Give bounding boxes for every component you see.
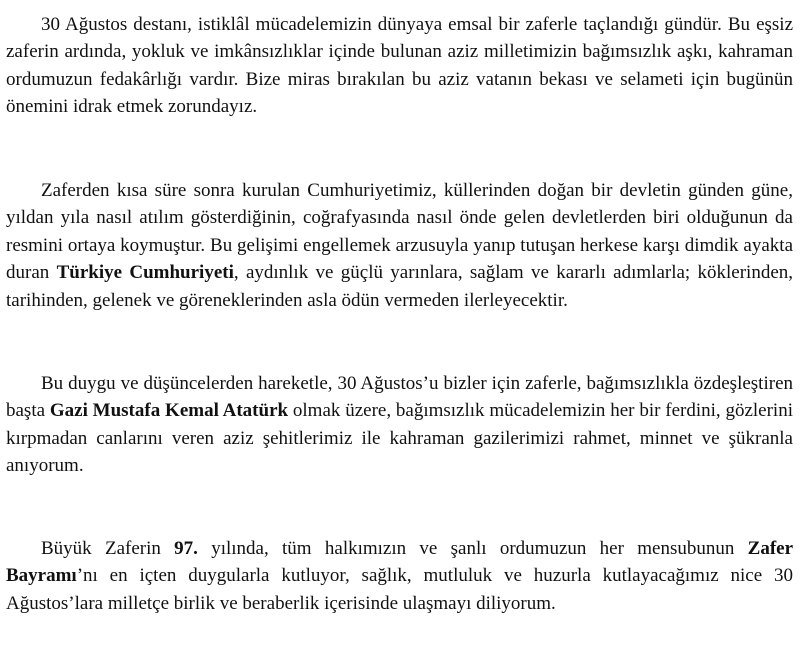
p4-text-c: ’nı en içten duygularla kutluyor, sağlık, mutluluk ve huzurla kutlayacağımız nice 30 Ağustos’lara milletçe birlik ve beraberlik içerisinde ulaşmayı diliyorum. (6, 565, 793, 614)
p1-text: 30 Ağustos destanı, istiklâl mücadelemizin dünyaya emsal bir zaferle taçlandığı gündür. Bu eşsiz zaferin ardında, yokluk ve imkânsızlıklar içinde bulunan aziz milletimizin bağımsızlık aşkı, kahraman ordumuzun fedakârlığı vardır. Bize miras bırakılan bu aziz vatanın bekası ve selameti için bugünün önemini idrak etmek zorundayız. (6, 14, 793, 118)
p4-bold-zafer-bayrami: Zafer Bayramı (6, 538, 794, 587)
p4-text-b: yılında, tüm halkımızın ve şanlı ordumuzun her mensubunun (197, 538, 748, 559)
p2-bold-turkiye-cumhuriyeti: Türkiye Cumhuriyeti (56, 262, 234, 284)
p3-text-b: olmak üzere, bağımsızlık mücadelemizin her bir ferdini, gözlerini kırpmadan canlarını veren aziz şehitlerimiz ile kahraman gazilerimizi rahmet, minnet ve şükranla anıyorum. (6, 400, 793, 477)
p3-text-a: Bu duygu ve düşüncelerden hareketle, 30 Ağustos’u bizler için zaferle, bağımsızlıkla özdeşleştiren başta (6, 373, 793, 422)
paragraph-1 (6, 11, 793, 121)
paragraph-3 (6, 370, 793, 480)
p2-text-b: , aydınlık ve güçlü yarınlara, sağlam ve kararlı adımlarla; köklerinden, tarihinden, gelenek ve göreneklerinden asla ödün vermeden ilerleyecektir. (6, 262, 794, 311)
p4-bold-97: 97. (174, 538, 198, 559)
p3-bold-ataturk: Gazi Mustafa Kemal Atatürk (49, 400, 289, 422)
paragraph-4 (6, 535, 793, 617)
p4-text-a: Büyük Zaferin (41, 538, 175, 559)
p2-text-a: Zaferden kısa süre sonra kurulan Cumhuriyetimiz, küllerinden doğan bir devletin günden güne, yıldan yıla nasıl atılım gösterdiğinin, coğrafyasında nasıl önde gelen devletlerden biri olduğunun da resmini ortaya koymuştur. Bu gelişimi engellemek arzusuyla yanıp tutuşan herkese karşı dimdik ayakta duran (6, 180, 793, 284)
paragraph-2 (6, 177, 793, 314)
